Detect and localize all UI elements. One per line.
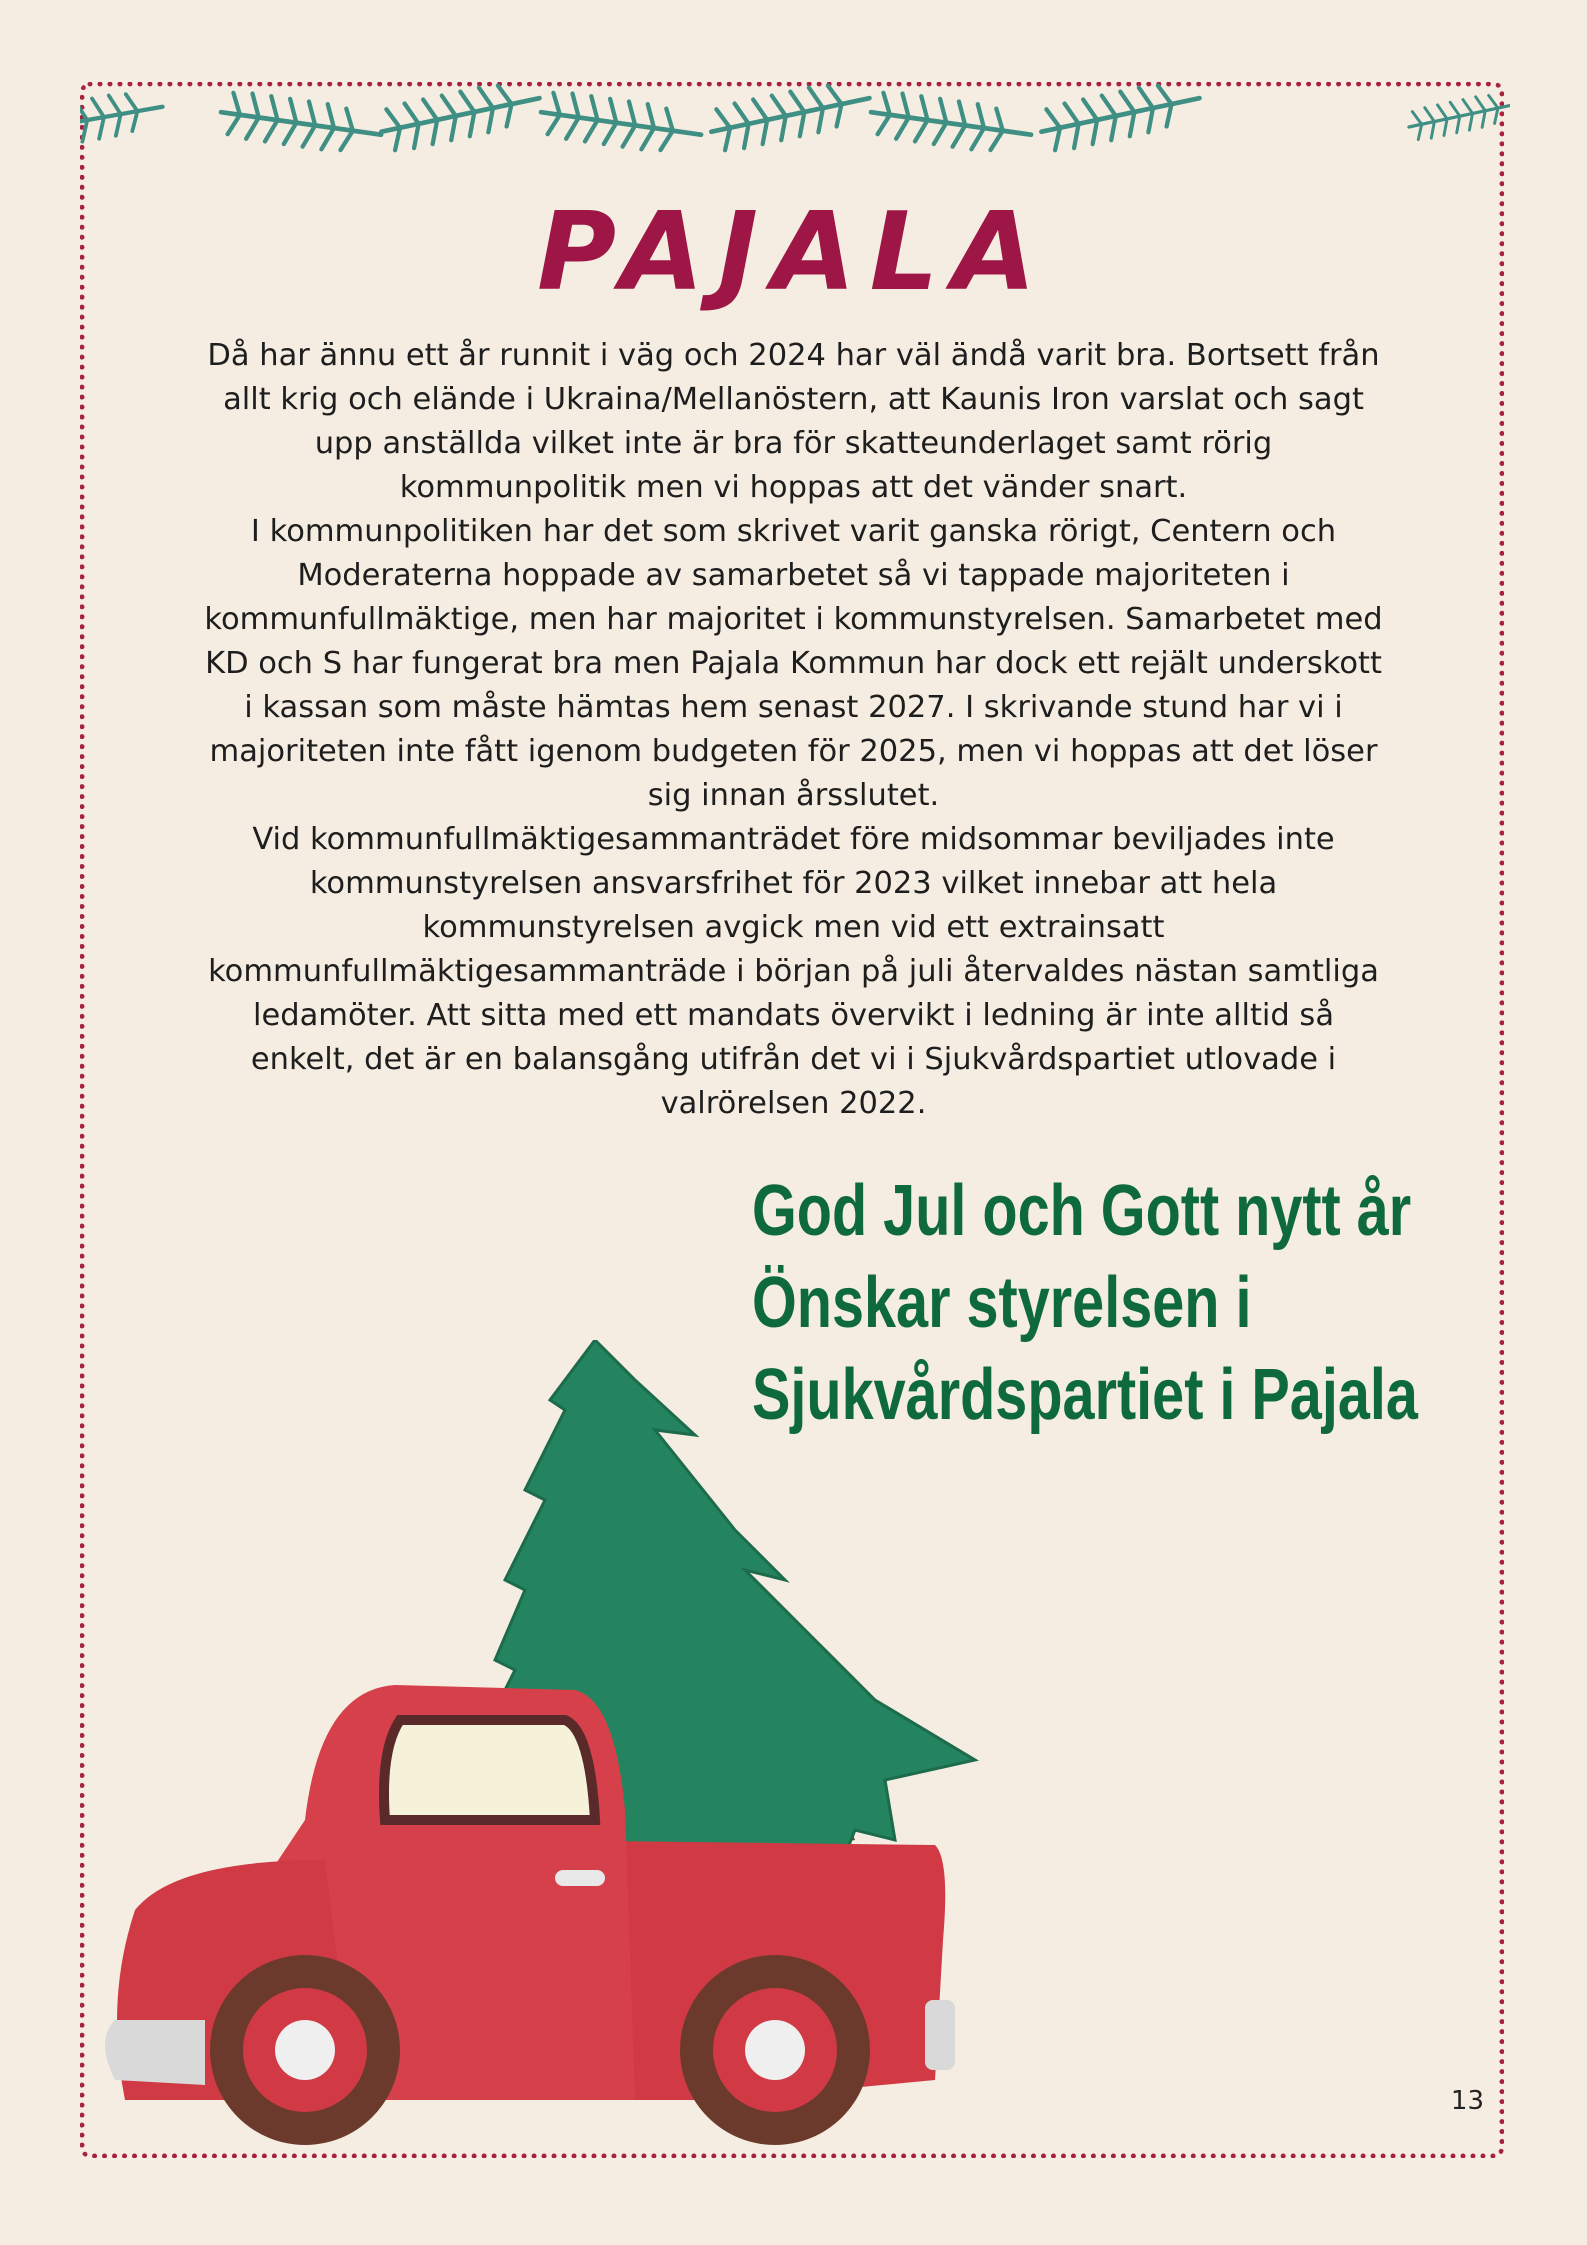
rear-bumper bbox=[925, 2000, 955, 2070]
front-bumper bbox=[105, 2020, 205, 2085]
greeting-line: Sjukvårdspartiet i Pajala bbox=[752, 1355, 1418, 1435]
article-body bbox=[200, 334, 1387, 1126]
door-handle bbox=[555, 1870, 605, 1886]
paragraph: Då har ännu ett år runnit i väg och 2024 har väl ändå varit bra. Bortsett från allt krig och elände i Ukraina/Mellanöstern, att Kaunis Iron varslat och sagt upp anställda vilket inte är bra för skatteunderlaget samt rörig kommunpolitik men vi hoppas att det vänder snart. bbox=[207, 338, 1380, 505]
page-title: PAJALA bbox=[537, 190, 1050, 315]
pine-garland bbox=[80, 78, 1510, 168]
greeting-line: God Jul och Gott nytt år bbox=[752, 1171, 1412, 1251]
page-number: 13 bbox=[1450, 2086, 1484, 2116]
truck-window bbox=[384, 1720, 595, 1820]
red-truck-with-christmas-tree-icon bbox=[95, 1340, 1015, 2160]
rear-wheel bbox=[680, 1955, 870, 2145]
paragraph: Vid kommunfullmäktigesammanträdet före midsommar beviljades inte kommunstyrelsen ansvarsfrihet för 2023 vilket innebar att hela kommunstyrelsen avgick men vid ett extrainsatt kommunfullmäktigesammanträde i början på juli återvaldes nästan samtliga ledamöter. Att sitta med ett mandats övervikt i ledning är inte alltid så enkelt, det är en balansgång utifrån det vi i Sjukvårdspartiet utlovade i valrörelsen 2022. bbox=[208, 822, 1379, 1121]
front-wheel bbox=[210, 1955, 400, 2145]
paragraph: I kommunpolitiken har det som skrivet varit ganska rörigt, Centern och Moderaterna hoppade av samarbetet så vi tappade majoriteten i kommunfullmäktige, men har majoritet i kommunstyrelsen. Samarbetet med KD och S har fungerat bra men Pajala Kommun har dock ett rejält underskott i kassan som måste hämtas hem senast 2027. I skrivande stund har vi i majoriteten inte fått igenom budgeten för 2025, men vi hoppas att det löser sig innan årsslutet. bbox=[204, 514, 1383, 813]
greeting-line: Önskar styrelsen i bbox=[752, 1263, 1252, 1343]
